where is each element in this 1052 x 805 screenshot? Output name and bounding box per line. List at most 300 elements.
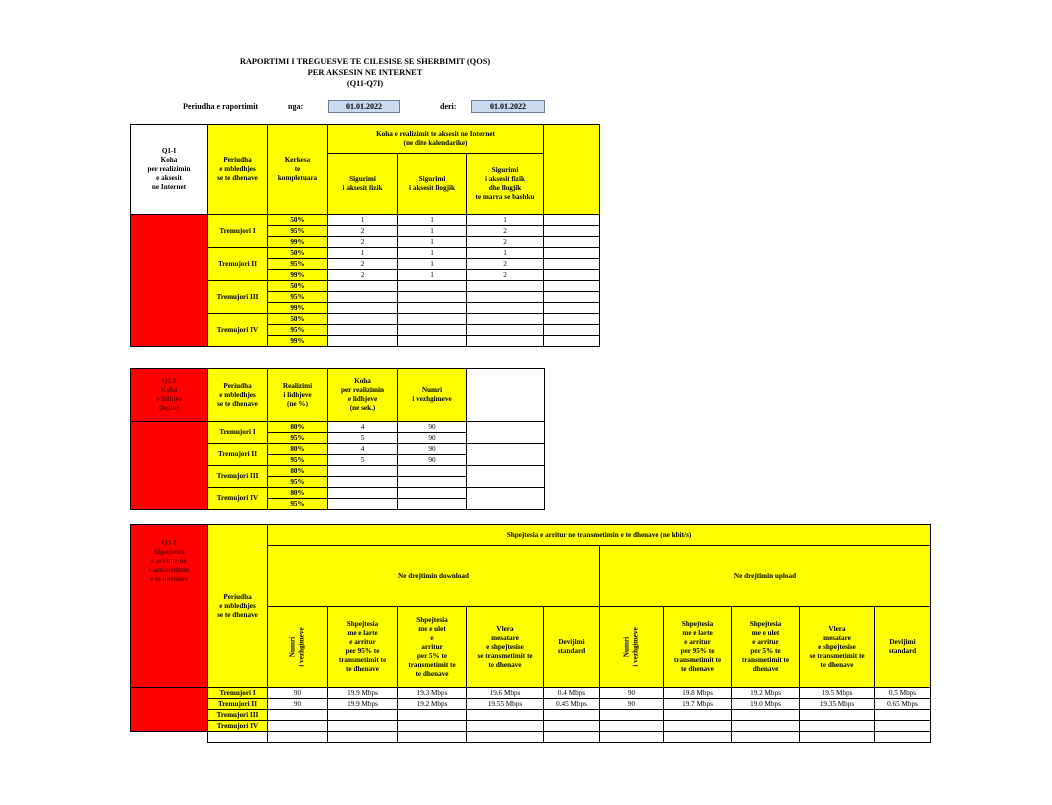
q1-value-physical-line: 2: [360, 270, 365, 279]
q1-value-logical-line: 1: [430, 248, 434, 257]
q3-value-d-mean[interactable]: [467, 699, 544, 710]
q3-value-u-count-line: 90: [627, 688, 636, 697]
q1-percent-line: 50%: [290, 281, 305, 290]
q2-col-count: [398, 369, 467, 422]
q3-value-d-high[interactable]: [328, 699, 398, 710]
q3-col-high-upload-line: per 95% te: [680, 647, 715, 655]
q1-value-physical[interactable]: [328, 248, 398, 259]
q3-col-high-upload-line: e arritur: [684, 638, 711, 646]
q1-value-extra[interactable]: [544, 259, 600, 270]
q3-col-low-upload-line: dhenave: [752, 665, 779, 673]
q3-col-mean-download-line: Vlera: [496, 624, 514, 633]
q3-col-high-download-line: per 95% te: [345, 647, 380, 655]
q3-red-side: [131, 688, 208, 732]
q3-quarter-label-line: Tremujori III: [216, 710, 259, 719]
q1-name-cell-line: per realizimin: [147, 165, 191, 173]
q1-col-both-line: i aksesit fizik: [485, 175, 525, 183]
q1-value-logical[interactable]: [398, 237, 467, 248]
q3-value-d-low[interactable]: [398, 721, 467, 732]
q1-value-extra[interactable]: [544, 325, 600, 336]
q2-percent: [268, 477, 328, 488]
q2-percent-line: 95%: [290, 477, 305, 486]
q3-value-u-low[interactable]: [732, 721, 800, 732]
q3-col-mean-download: [467, 607, 544, 688]
table-row: [131, 699, 931, 710]
q1-value-both[interactable]: [467, 325, 544, 336]
q2-col-period-line: e mbledhjes: [219, 390, 256, 399]
q1-percent-line: 50%: [290, 314, 305, 323]
q1-name-cell: [131, 125, 208, 215]
q3-quarter-label: [208, 688, 268, 699]
q3-quarter-label-line: Tremujori I: [219, 688, 256, 697]
q3-col-low-download-line: me e ulet: [418, 624, 446, 633]
q3-col-high-download-line: te dhenave: [346, 665, 379, 673]
q1-value-both[interactable]: [467, 215, 544, 226]
q2-col-time-line: per realizimin: [340, 386, 385, 394]
table-row: [131, 721, 931, 732]
q1-name-cell-line: Koha: [160, 156, 178, 164]
q1-value-physical[interactable]: [328, 325, 398, 336]
q2-value-count[interactable]: [398, 477, 467, 488]
period-label: Periudha e raportimit: [183, 102, 259, 111]
q1-value-extra[interactable]: [544, 281, 600, 292]
q1-value-logical[interactable]: [398, 281, 467, 292]
q1-value-logical-line: 1: [430, 270, 434, 279]
q3-value-u-std[interactable]: [875, 688, 931, 699]
q2-percent: [268, 499, 328, 510]
q3-value-u-high[interactable]: [664, 688, 732, 699]
q2-value-time[interactable]: [328, 422, 398, 433]
q1-value-logical[interactable]: [398, 270, 467, 281]
q3-download-header: [268, 546, 600, 607]
q1-col-both: [467, 154, 544, 215]
q3-value-u-count[interactable]: [600, 699, 664, 710]
q1-value-logical[interactable]: [398, 259, 467, 270]
q3-col-high-upload-line: te dhenave: [681, 665, 714, 673]
q1-value-logical[interactable]: [398, 226, 467, 237]
q3-trailing-cell[interactable]: [268, 732, 328, 743]
q3-trailing-cell[interactable]: [467, 732, 544, 743]
q3-col-count-upload-line: Numri: [622, 636, 631, 658]
q1-value-physical[interactable]: [328, 336, 398, 347]
q1-col-logical-line: Sigurimi: [418, 175, 446, 183]
q3-value-u-high[interactable]: [664, 721, 732, 732]
q1-percent: [268, 281, 328, 292]
q3-value-d-low[interactable]: [398, 688, 467, 699]
q2-quarter-label-line: Tremujori I: [219, 428, 256, 436]
q3-trailing-cell[interactable]: [600, 732, 664, 743]
q1-value-both[interactable]: [467, 237, 544, 248]
q3-value-d-mean[interactable]: [467, 710, 544, 721]
q2-quarter-label-line: Tremujori III: [216, 472, 259, 480]
q3-value-u-std-line: 0.5 Mbps: [888, 688, 917, 697]
q3-col-count-upload-rotated-text: [622, 627, 640, 666]
q1-value-extra[interactable]: [544, 336, 600, 347]
q1-name-cell-line: e aksesit: [156, 174, 182, 182]
q1-value-extra[interactable]: [544, 303, 600, 314]
q3-trailing-cell[interactable]: [875, 732, 931, 743]
to-label: deri:: [440, 102, 457, 111]
q3-value-d-std[interactable]: [544, 710, 600, 721]
q1-value-extra[interactable]: [544, 292, 600, 303]
q1-col-physical-line: Sigurimi: [349, 175, 376, 183]
q1-value-physical[interactable]: [328, 226, 398, 237]
q2-value-time[interactable]: [328, 488, 398, 499]
q1-value-both[interactable]: [467, 270, 544, 281]
q1-quarter-label: [208, 314, 268, 347]
q1-percent-line: 99%: [290, 237, 305, 246]
q3-value-d-low[interactable]: [398, 710, 467, 721]
q3-value-u-low[interactable]: [732, 688, 800, 699]
report-title-line2: PER AKSESIN NE INTERNET: [307, 68, 423, 77]
q3-trailing-cell[interactable]: [398, 732, 467, 743]
q1-group-header-line: Koha e realizimit te aksesit ne Internet: [376, 130, 495, 138]
q1-col-logical-line: i aksesit llogjik: [409, 184, 455, 192]
q3-quarter-label: [208, 710, 268, 721]
q3-value-u-count[interactable]: [600, 710, 664, 721]
q1-value-extra[interactable]: [544, 270, 600, 281]
q3-trailing-cell[interactable]: [328, 732, 398, 743]
q1-value-extra[interactable]: [544, 248, 600, 259]
q1-col-requests-line: Kerkesa: [284, 156, 311, 164]
from-date-field[interactable]: 01.01.2022: [328, 100, 400, 113]
q3-col-low-download-line: Shpejtesia: [416, 615, 448, 624]
q1-value-physical-line: 1: [360, 248, 365, 257]
table-row: [131, 732, 931, 743]
q3-value-d-std[interactable]: [544, 688, 600, 699]
q1-percent-line: 99%: [290, 270, 305, 279]
q3-col-low-upload-line: per 5% te: [750, 647, 781, 655]
q3-table: [130, 524, 931, 743]
q2-value-time[interactable]: [328, 466, 398, 477]
q2-quarter-label: [208, 444, 268, 466]
q1-percent-line: 99%: [290, 336, 305, 345]
q1-value-logical[interactable]: [398, 292, 467, 303]
q1-value-both[interactable]: [467, 281, 544, 292]
q1-percent: [268, 336, 328, 347]
q2-value-extra[interactable]: [467, 466, 545, 488]
q1-value-both[interactable]: [467, 226, 544, 237]
q2-name-cell-line: Koha: [160, 386, 178, 394]
q1-value-both[interactable]: [467, 248, 544, 259]
q3-col-mean-download-line: mesatare: [491, 633, 519, 642]
q2-value-time-line: 4: [360, 422, 365, 431]
q2-value-count-line: 90: [428, 444, 436, 453]
q1-value-both[interactable]: [467, 292, 544, 303]
table-row: [131, 688, 931, 699]
q3-col-low-upload-line: transmetimit te: [741, 656, 790, 664]
q1-percent-line: 95%: [290, 325, 305, 334]
q1-col-physical-line: i aksesit fizik: [342, 184, 383, 192]
q1-value-both[interactable]: [467, 336, 544, 347]
q3-value-u-mean[interactable]: [800, 688, 875, 699]
q2-col-count-line: Numri: [421, 386, 443, 394]
q3-name-cell-line: e te dhenave: [150, 575, 188, 583]
q1-value-logical[interactable]: [398, 325, 467, 336]
q3-trailing-cell[interactable]: [732, 732, 800, 743]
q1-value-physical-line: 2: [360, 259, 365, 268]
q3-value-d-mean[interactable]: [467, 721, 544, 732]
q2-table: [130, 368, 545, 510]
q2-value-count[interactable]: [398, 433, 467, 444]
q2-value-extra[interactable]: [467, 422, 545, 444]
q1-col-physical: [328, 154, 398, 215]
q1-value-both[interactable]: [467, 314, 544, 325]
q1-value-logical[interactable]: [398, 248, 467, 259]
q1-table: [130, 124, 600, 347]
q3-value-u-low[interactable]: [732, 699, 800, 710]
q2-value-count[interactable]: [398, 455, 467, 466]
q1-quarter-label: [208, 248, 268, 281]
q3-value-d-std-line: 0.4 Mbps: [557, 688, 586, 697]
q3-col-mean-upload: [800, 607, 875, 688]
q1-value-physical[interactable]: [328, 237, 398, 248]
q3-trailing-blank: [131, 732, 208, 743]
q3-col-high-download: [328, 607, 398, 688]
q1-percent-line: 50%: [290, 248, 305, 257]
q3-col-low-download: [398, 607, 467, 688]
q2-col-realization-line: i lidhjeve: [283, 390, 312, 399]
q1-percent: [268, 237, 328, 248]
q3-value-u-std[interactable]: [875, 699, 931, 710]
q2-value-count[interactable]: [398, 488, 467, 499]
q2-percent: [268, 466, 328, 477]
q3-value-d-std[interactable]: [544, 699, 600, 710]
q2-value-time-line: 5: [360, 433, 365, 442]
q3-value-d-count[interactable]: [268, 710, 328, 721]
q1-value-physical[interactable]: [328, 270, 398, 281]
q1-value-logical[interactable]: [398, 303, 467, 314]
q3-value-u-mean-line: 19.35 Mbps: [819, 699, 855, 708]
q2-value-count[interactable]: [398, 466, 467, 477]
q1-col-both-line: Sigurimi: [491, 166, 519, 174]
q3-value-u-low-line: 19.0 Mbps: [750, 699, 781, 708]
q3-col-mean-upload-line: Vlera: [828, 624, 846, 633]
q1-value-physical[interactable]: [328, 314, 398, 325]
q3-col-mean-upload-line: se transmetimit te: [809, 651, 865, 660]
q3-col-period-line: se te dhenave: [217, 610, 258, 619]
q1-value-extra[interactable]: [544, 226, 600, 237]
q1-value-extra[interactable]: [544, 237, 600, 248]
q3-value-u-low[interactable]: [732, 710, 800, 721]
q3-value-d-count[interactable]: [268, 721, 328, 732]
q1-value-logical-line: 1: [430, 226, 434, 235]
q3-value-d-high[interactable]: [328, 710, 398, 721]
q2-value-count-line: 90: [428, 455, 436, 464]
q3-value-d-std[interactable]: [544, 721, 600, 732]
q2-value-time[interactable]: [328, 444, 398, 455]
q3-value-u-mean[interactable]: [800, 721, 875, 732]
q2-col-time: [328, 369, 398, 422]
q3-col-high-download-line: transmetimit te: [338, 656, 387, 664]
q1-value-logical[interactable]: [398, 336, 467, 347]
q1-group-header-line: (ne dite kalendarike): [403, 139, 468, 147]
q2-red-side: [131, 422, 208, 510]
q3-value-d-high[interactable]: [328, 688, 398, 699]
q3-value-d-high-line: 19.9 Mbps: [347, 699, 378, 708]
q3-value-d-low[interactable]: [398, 699, 467, 710]
q3-value-d-count[interactable]: [268, 688, 328, 699]
q3-quarter-label: [208, 699, 268, 710]
report-title-line3: (Q1I-Q7I): [346, 79, 384, 88]
q2-col-realization-line: (ne %): [287, 399, 308, 408]
q3-col-mean-upload-line: mesatare: [823, 633, 851, 642]
q1-percent: [268, 215, 328, 226]
q1-percent: [268, 314, 328, 325]
q3-col-mean-upload-line: te dhenave: [820, 660, 854, 669]
q2-value-time[interactable]: [328, 455, 398, 466]
q3-value-u-std[interactable]: [875, 710, 931, 721]
q1-value-physical[interactable]: [328, 292, 398, 303]
q1-col-period: [208, 125, 268, 215]
q2-percent: [268, 422, 328, 433]
q3-col-low-download-line: arritur: [421, 642, 443, 651]
q3-col-low-upload-line: Shpejtesia: [749, 620, 782, 628]
q3-value-u-count-line: 90: [627, 699, 636, 708]
q3-value-u-high-line: 19.7 Mbps: [682, 699, 713, 708]
q3-value-u-count[interactable]: [600, 688, 664, 699]
q1-percent: [268, 248, 328, 259]
q2-col-period-line: se te dhenave: [217, 399, 258, 408]
q3-col-std-download-line: Devijimi: [558, 638, 585, 646]
q2-col-realization-line: Realizimi: [282, 381, 313, 390]
q2-quarter-label: [208, 422, 268, 444]
report-title-line1: RAPORTIMI I TREGUESVE TE CILESISE SE SHERBIMIT (QOS): [239, 57, 491, 66]
q2-value-extra[interactable]: [467, 444, 545, 466]
q1-value-both-line: 1: [503, 248, 507, 257]
q2-value-count[interactable]: [398, 444, 467, 455]
q1-col-period-line: se te dhenave: [217, 174, 258, 182]
table-row: [131, 710, 931, 721]
q3-value-u-low-line: 19.2 Mbps: [750, 688, 781, 697]
q2-empty-header: [467, 369, 545, 422]
q3-col-period-line: Periudha: [223, 592, 252, 601]
q3-col-mean-upload-line: e shpejtesise: [818, 642, 856, 651]
q2-col-count-line: i vezhgimeve: [412, 395, 452, 403]
q3-col-count-download-rotated-text: [288, 627, 306, 666]
q2-value-count-line: 90: [428, 433, 436, 442]
q1-quarter-label-line: Tremujori II: [217, 259, 258, 268]
q3-value-d-count-line: 90: [293, 699, 302, 708]
q3-col-std-upload: [875, 607, 931, 688]
q2-value-extra[interactable]: [467, 488, 545, 510]
q1-value-logical[interactable]: [398, 215, 467, 226]
q2-value-count[interactable]: [398, 499, 467, 510]
q2-percent-line: 95%: [290, 433, 305, 442]
q2-col-time-line: Koha: [354, 377, 371, 385]
q3-group-header-line: Shpejtesia e arritur ne transmetimin e te dhenave (ne kbit/s): [506, 530, 692, 539]
q3-col-high-upload-line: transmetimit te: [673, 656, 722, 664]
q3-value-d-low-line: 19.3 Mbps: [416, 688, 448, 697]
q3-name-cell-line: Q3-I: [161, 539, 177, 547]
q1-value-physical[interactable]: [328, 303, 398, 314]
q1-value-physical-line: 1: [360, 215, 365, 224]
q2-percent: [268, 455, 328, 466]
q1-value-physical[interactable]: [328, 259, 398, 270]
q1-col-both-line: dhe llogjik: [488, 184, 522, 192]
q3-value-u-std-line: 0.65 Mbps: [887, 699, 918, 708]
q3-col-count-download-line: Numri: [288, 636, 297, 658]
q2-quarter-label: [208, 488, 268, 510]
q3-quarter-label: [208, 721, 268, 732]
q2-percent: [268, 488, 328, 499]
q3-col-low-download-line: te dhenave: [415, 669, 449, 678]
q1-value-both[interactable]: [467, 303, 544, 314]
q1-value-extra[interactable]: [544, 215, 600, 226]
q3-name-cell: [131, 525, 208, 688]
q3-col-period: [208, 525, 268, 688]
q3-trailing-cell[interactable]: [664, 732, 732, 743]
q2-col-period-line: Periudha: [223, 381, 252, 390]
q1-value-physical[interactable]: [328, 215, 398, 226]
q3-value-u-high[interactable]: [664, 710, 732, 721]
q3-col-high-upload-line: me e larte: [682, 629, 713, 637]
q2-value-time[interactable]: [328, 477, 398, 488]
q3-value-d-mean[interactable]: [467, 688, 544, 699]
q3-trailing-cell[interactable]: [208, 732, 268, 743]
q3-col-low-upload-line: e arritur: [752, 638, 779, 646]
q3-col-std-upload-line: standard: [888, 647, 917, 655]
q1-percent: [268, 226, 328, 237]
q3-col-low-download-line: e: [430, 633, 434, 642]
q3-col-high-download-line: Shpejtesia: [346, 620, 379, 628]
q3-value-d-high[interactable]: [328, 721, 398, 732]
q1-percent-line: 95%: [290, 226, 305, 235]
q2-quarter-label-line: Tremujori IV: [216, 494, 259, 502]
q1-percent: [268, 303, 328, 314]
q3-value-u-count[interactable]: [600, 721, 664, 732]
q1-value-physical[interactable]: [328, 281, 398, 292]
q2-percent-line: 95%: [290, 499, 305, 508]
q1-col-requests: [268, 125, 328, 215]
q2-percent-line: 95%: [290, 455, 305, 464]
q3-upload-header: [600, 546, 931, 607]
q2-percent: [268, 433, 328, 444]
q3-value-d-count[interactable]: [268, 699, 328, 710]
q3-value-d-mean-line: 19.55 Mbps: [487, 699, 523, 708]
q1-value-physical-line: 2: [360, 237, 365, 246]
q1-col-logical: [398, 154, 467, 215]
q3-col-high-upload-line: Shpejtesia: [681, 620, 714, 628]
q2-value-time[interactable]: [328, 499, 398, 510]
q3-col-std-download: [544, 607, 600, 688]
q1-group-header: [328, 125, 544, 154]
q2-value-time[interactable]: [328, 433, 398, 444]
q3-value-u-high[interactable]: [664, 699, 732, 710]
q3-col-low-upload: [732, 607, 800, 688]
q1-name-cell-line: Q1-I: [161, 147, 177, 155]
q3-quarter-label-line: Tremujori IV: [216, 721, 259, 730]
q1-value-both[interactable]: [467, 259, 544, 270]
q3-value-u-mean[interactable]: [800, 710, 875, 721]
q3-col-count-download-line: i vezhgimeve: [297, 627, 306, 667]
q3-col-low-upload-line: me e ulet: [751, 629, 780, 637]
q3-col-period-line: e mbledhjes: [219, 601, 256, 610]
q3-upload-header-line: Ne drejtimin upload: [733, 571, 797, 580]
q2-value-count[interactable]: [398, 422, 467, 433]
q3-trailing-cell[interactable]: [544, 732, 600, 743]
q3-value-u-mean[interactable]: [800, 699, 875, 710]
to-date-field[interactable]: 01.01.2022: [471, 100, 545, 113]
q1-name-cell-line: ne Internet: [151, 183, 187, 191]
q1-value-logical[interactable]: [398, 314, 467, 325]
q3-col-count-upload: [600, 607, 664, 688]
q3-trailing-cell[interactable]: [800, 732, 875, 743]
q3-value-u-mean-line: 19.5 Mbps: [821, 688, 853, 697]
q1-value-extra[interactable]: [544, 314, 600, 325]
q3-col-mean-download-line: se transmetimit te: [477, 651, 533, 660]
q3-value-u-std[interactable]: [875, 721, 931, 732]
